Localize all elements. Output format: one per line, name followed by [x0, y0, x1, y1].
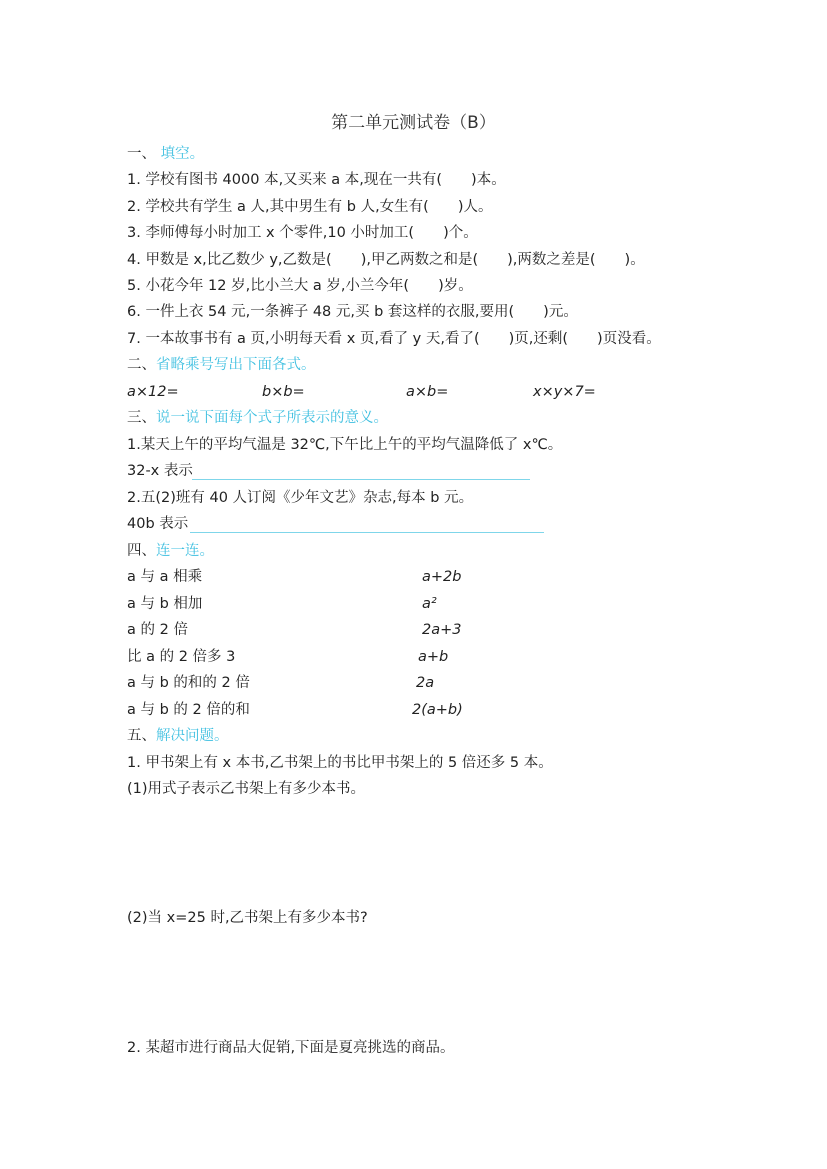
meaning-1-text: 1.某天上午的平均气温是 32℃,下午比上午的平均气温降低了 x℃。: [127, 437, 563, 453]
meaning-2-expression: 40b 表示: [127, 516, 189, 532]
match-right-item[interactable]: a+b: [418, 649, 449, 665]
problem-1-part-1: (1)用式子表示乙书架上有多少本书。: [127, 781, 366, 797]
question-6: 6. 一件上衣 54 元,一条裤子 48 元,买 b 套这样的衣服,要用( )元。: [127, 304, 578, 320]
question-3: 3. 李师傅每小时加工 x 个零件,10 小时加工( )个。: [127, 225, 478, 241]
answer-line-2[interactable]: [190, 532, 544, 533]
match-left-item[interactable]: a 的 2 倍: [127, 622, 188, 638]
match-right-item[interactable]: 2a+3: [422, 622, 462, 638]
expression-3: a×b=: [406, 384, 449, 400]
section-3-number: 三、: [127, 410, 156, 426]
question-2: 2. 学校共有学生 a 人,其中男生有 b 人,女生有( )人。: [127, 199, 493, 215]
question-5: 5. 小花今年 12 岁,比小兰大 a 岁,小兰今年( )岁。: [127, 278, 473, 294]
match-right-item[interactable]: a²: [422, 596, 437, 612]
section-3-label: 说一说下面每个式子所表示的意义。: [156, 410, 388, 426]
meaning-1-expression: 32-x 表示: [127, 463, 193, 479]
match-left-item[interactable]: a 与 b 相加: [127, 596, 203, 612]
problem-2: 2. 某超市进行商品大促销,下面是夏亮挑选的商品。: [127, 1040, 455, 1056]
match-left-item[interactable]: 比 a 的 2 倍多 3: [127, 649, 236, 665]
section-5-number: 五、: [127, 728, 156, 744]
match-right-item[interactable]: 2a: [416, 675, 435, 691]
question-4: 4. 甲数是 x,比乙数少 y,乙数是( ),甲乙两数之和是( ),两数之差是( )。: [127, 252, 645, 268]
expression-4: x×y×7=: [533, 384, 596, 400]
section-1-heading: [127, 145, 204, 163]
match-right-item[interactable]: a+2b: [422, 569, 462, 585]
problem-1: 1. 甲书架上有 x 本书,乙书架上的书比甲书架上的 5 倍还多 5 本。: [127, 755, 553, 771]
answer-line-1[interactable]: [192, 479, 530, 480]
section-2-number: 二、: [127, 357, 156, 373]
match-left-item[interactable]: a 与 a 相乘: [127, 569, 203, 585]
section-4-number: 四、: [127, 543, 156, 559]
question-1: 1. 学校有图书 4000 本,又买来 a 本,现在一共有( )本。: [127, 172, 506, 188]
match-left-item[interactable]: a 与 b 的和的 2 倍: [127, 675, 250, 691]
expression-1: a×12=: [127, 384, 179, 400]
match-right-item[interactable]: 2(a+b): [412, 702, 463, 718]
page-title: 第二单元测试卷（B）: [331, 113, 496, 133]
section-5-label: 解决问题。: [156, 728, 229, 744]
section-2-label: 省略乘号写出下面各式。: [156, 357, 316, 373]
expression-2: b×b=: [262, 384, 305, 400]
match-left-item[interactable]: a 与 b 的 2 倍的和: [127, 702, 250, 718]
section-1-number: 一、: [127, 146, 156, 162]
problem-1-part-2: (2)当 x=25 时,乙书架上有多少本书?: [127, 910, 368, 926]
section-5-heading: [127, 727, 229, 745]
section-4-heading: [127, 542, 214, 560]
question-7: 7. 一本故事书有 a 页,小明每天看 x 页,看了 y 天,看了( )页,还剩( )页没看。: [127, 331, 661, 347]
section-4-label: 连一连。: [156, 543, 214, 559]
meaning-2-text: 2.五(2)班有 40 人订阅《少年文艺》杂志,每本 b 元。: [127, 490, 474, 506]
section-1-label: 填空。: [160, 146, 205, 162]
section-2-heading: [127, 356, 316, 374]
section-3-heading: [127, 409, 388, 427]
